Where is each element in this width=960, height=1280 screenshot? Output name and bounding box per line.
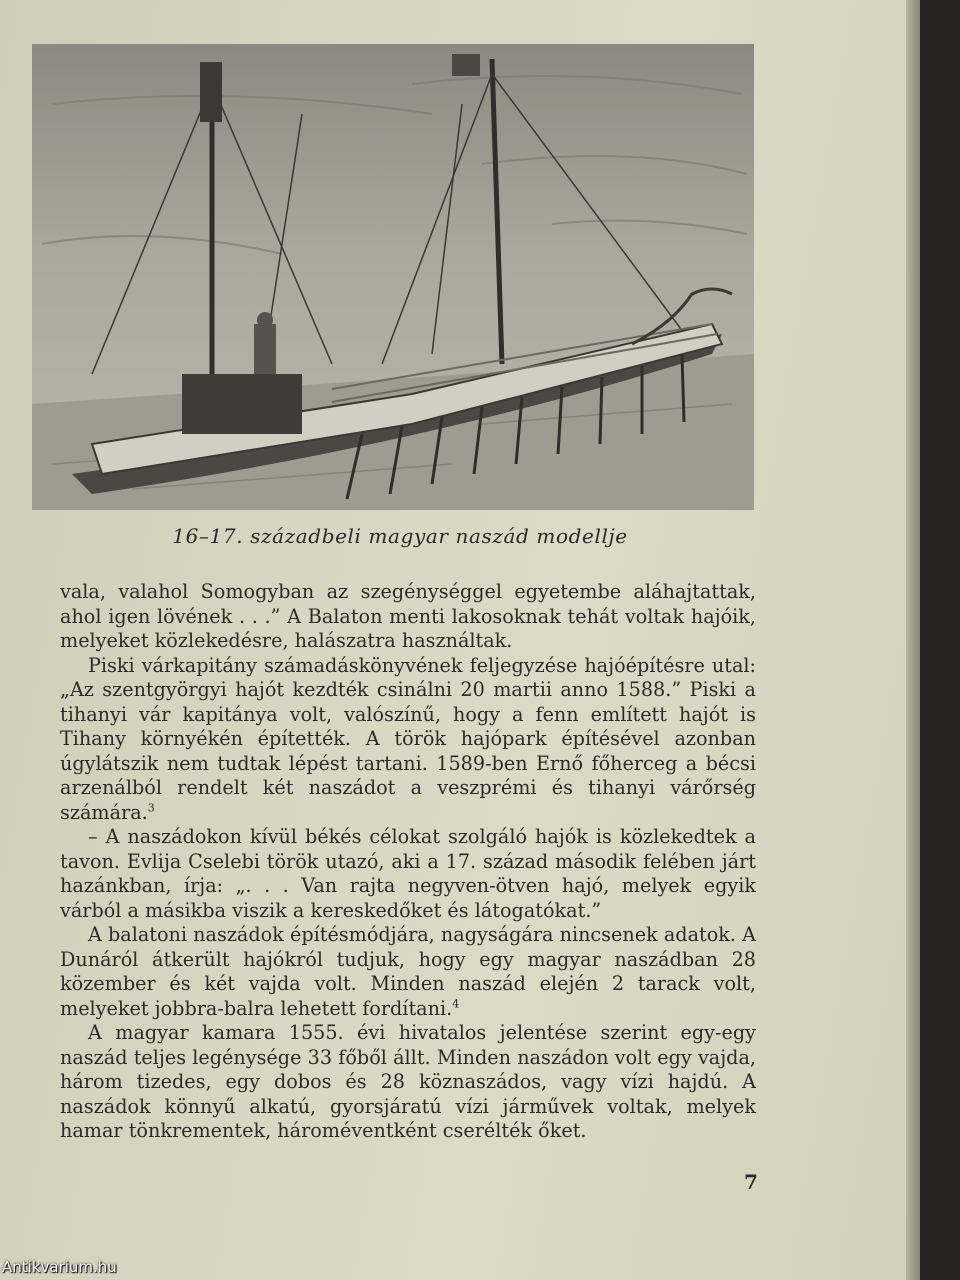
paragraph-1: [60, 580, 756, 654]
paragraph-3: [60, 825, 756, 923]
ship-illustration: [32, 44, 754, 510]
footnote-marker: 3: [147, 801, 155, 815]
figure-caption: 16–17. századbeli magyar naszád modellje: [172, 524, 628, 548]
paragraph-1-text: vala, valahol Somogyban az szegénységgel egyetembe aláhajtattak, ahol igen lövének . . .” A Balaton menti lakosoknak tehát voltak hajóik, melyeket közlekedésre, halászatra használtak.: [60, 580, 756, 652]
ship-drawing: [32, 44, 754, 510]
paragraph-4-text: A balatoni naszádok építésmódjára, nagyságára nincsenek adatok. A Dunáról átkerült hajókról tudjuk, hogy egy magyar naszádban 28 közember és két vajda volt. Minden naszád elején 2 tarack volt, melyeket jobbra-balra lehetett fordítani.: [60, 923, 756, 1020]
body-text: [60, 580, 756, 1144]
page-number: 7: [744, 1170, 758, 1194]
paragraph-5-text: A magyar kamara 1555. évi hivatalos jelentése szerint egy-egy naszád teljes legénysége 33 főből állt. Minden naszádon volt egy vajda, három tizedes, egy dobos és 28 köznaszádos, vagy vízi hajdú. A naszádok könnyű alkatú, gyorsjáratú vízi járművek voltak, melyek hamar tönkrementek, hároméventként cserélték őket.: [60, 1021, 756, 1142]
paragraph-3-text: – A naszádokon kívül békés célokat szolgáló hajók is közlekedtek a tavon. Evlija Cselebi török utazó, aki a 17. század második felében járt hazánkban, írja: „. . . Van rajta negyven-ötven hajó, melyek egyik várból a másikba viszik a kereskedőket és látogatókat.”: [60, 825, 756, 922]
watermark: Antikvarium.hu: [2, 1258, 117, 1276]
paragraph-2: [60, 654, 756, 826]
footnote-marker: 4: [452, 997, 460, 1011]
paragraph-5: [60, 1021, 756, 1144]
paragraph-2-text: Piski várkapitány számadáskönyvének feljegyzése hajóépítésre utal: „Az szentgyörgyi hajót kezdték csinálni 20 martii anno 1588.” Piski a tihanyi vár kapitánya volt, valószínű, hogy a fenn említett hajót is Tihany környékén építették. A török hajópark építésével azonban úgylátszik nem tudtak lépést tartani. 1589-ben Ernő főherceg a bécsi arzenálból rendelt két naszádot a veszprémi és tihanyi várőrség számára.: [60, 653, 756, 824]
paragraph-4: [60, 923, 756, 1021]
page-edge: [906, 0, 920, 1280]
